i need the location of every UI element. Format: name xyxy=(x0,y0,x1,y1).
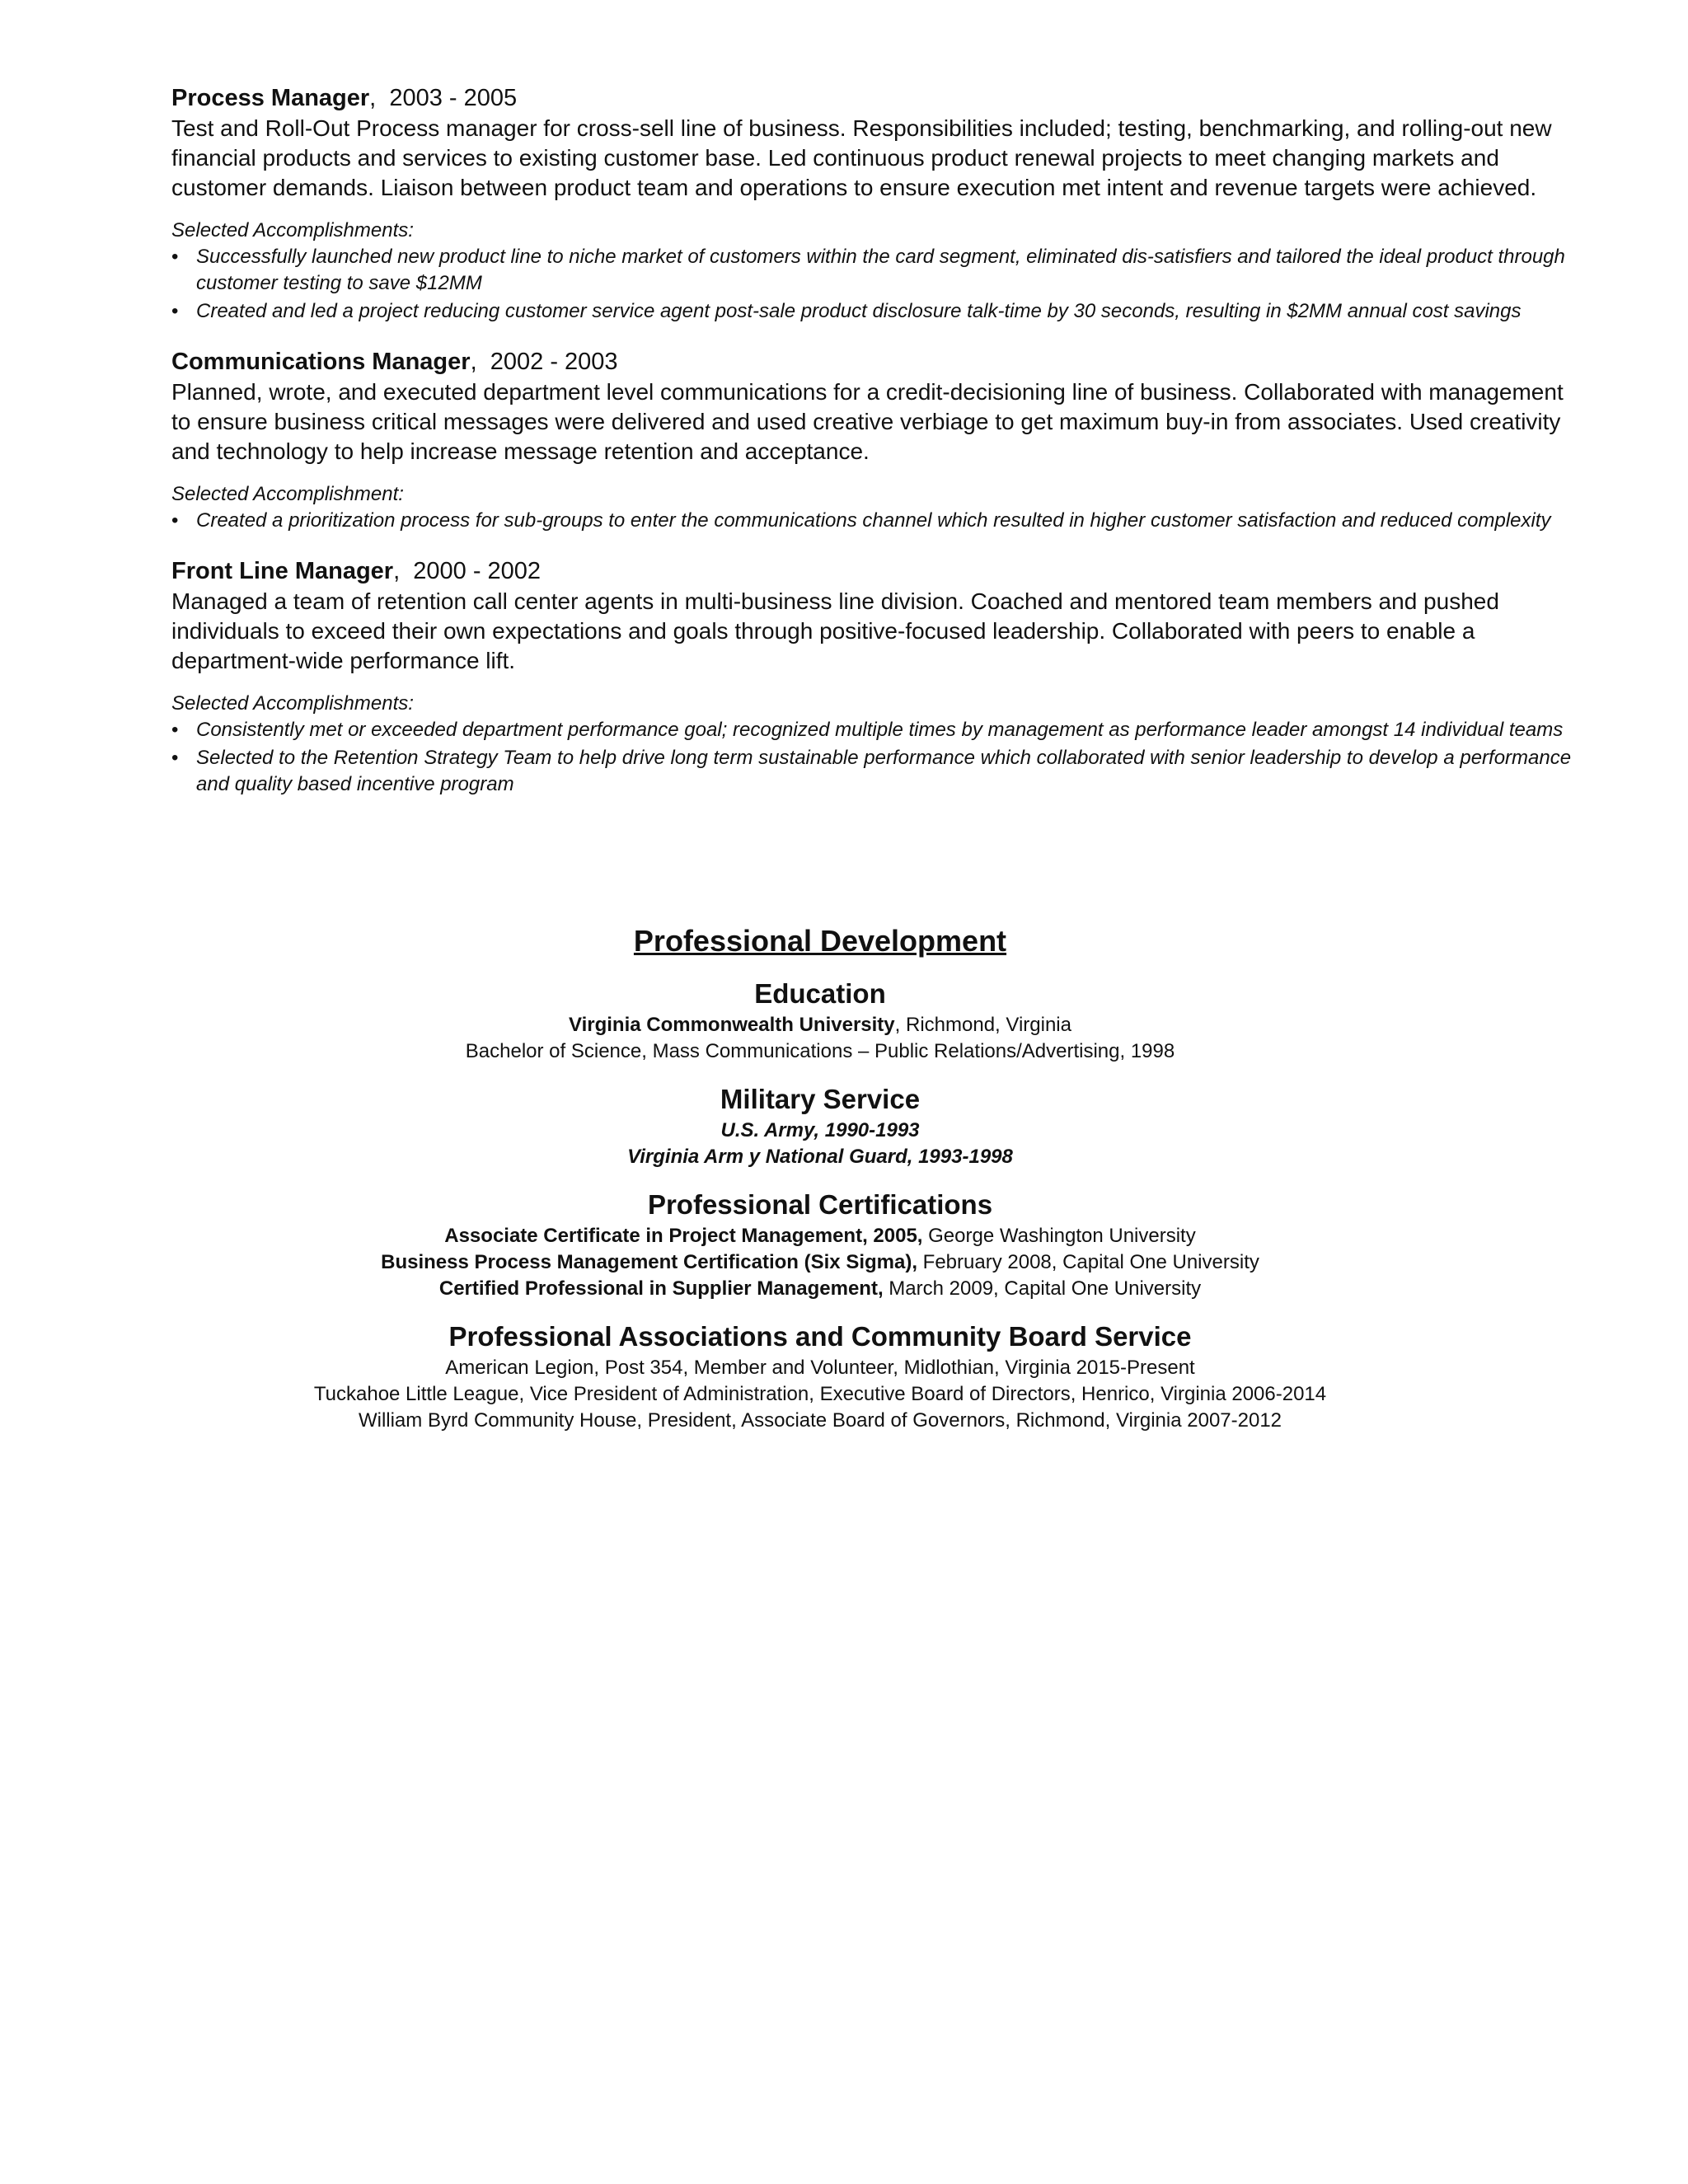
job-heading xyxy=(171,82,1573,114)
accomplishment-text: Created and led a project reducing customer service agent post-sale product disclosure talk-time by 30 seconds, resulting in $2MM annual cost savings xyxy=(196,300,1522,322)
certification-name: Business Process Management Certification (Six Sigma), xyxy=(381,1251,917,1273)
job-entry-process-manager xyxy=(171,82,1573,325)
bullet-icon: • xyxy=(171,747,179,769)
certification-entry xyxy=(0,1249,1640,1276)
certification-entry xyxy=(0,1223,1640,1249)
accomplishment-text: Successfully launched new product line to niche market of customers within the card segment, eliminated dis-satisfiers and tailored the ideal product through customer testing to save $12MM xyxy=(196,246,1565,294)
experience-section xyxy=(171,82,1573,819)
certifications-block xyxy=(0,1188,1640,1302)
professional-development-section xyxy=(0,921,1640,1452)
school-name: Virginia Commonwealth University xyxy=(569,1014,895,1036)
school-location: , Richmond, Virginia xyxy=(894,1014,1071,1036)
military-title: Military Service xyxy=(720,1084,921,1114)
job-description: Test and Roll-Out Process manager for cross-sell line of business. Responsibilities included; testing, benchmarking, and rolling-out new financial products and services to existing customer base. Led continuous product renewal projects to meet changing markets and customer demands. Liaison between product team and operations to ensure execution met intent and revenue targets were achieved. xyxy=(171,115,1552,200)
job-title: Process Manager xyxy=(171,85,370,111)
accomplishment-text: Consistently met or exceeded department performance goal; recognized multiple times by management as performance leader amongst 14 individual teams xyxy=(196,719,1564,741)
accomplishments-label: Selected Accomplishments: xyxy=(171,219,414,241)
list-item xyxy=(171,717,1573,743)
certification-name: Certified Professional in Supplier Management, xyxy=(438,1277,884,1300)
accomplishment-text: Selected to the Retention Strategy Team to help drive long term sustainable performance which collaborated with senior leadership to develop a performance and quality based incentive program xyxy=(196,747,1572,795)
bullet-icon: • xyxy=(171,719,179,741)
education-title: Education xyxy=(754,978,886,1009)
military-entry: U.S. Army, 1990-1993 xyxy=(720,1119,920,1141)
job-description: Planned, wrote, and executed department level communications for a credit-decisioning line of business. Collaborated with management to ensure business critical messages were delivered and used creative verbiage to get maximum buy-in from associates. Used creativity and technology to help increase message retention and acceptance. xyxy=(171,379,1564,464)
association-entry: Tuckahoe Little League, Vice President of Administration, Executive Board of Directors, Henrico, Virginia 2006-2014 xyxy=(313,1383,1327,1405)
job-separator: , xyxy=(393,558,401,584)
education-degree: Bachelor of Science, Mass Communications – Public Relations/Advertising, 1998 xyxy=(465,1040,1175,1062)
job-entry-communications-manager xyxy=(171,346,1573,534)
associations-block xyxy=(0,1320,1640,1434)
list-item xyxy=(171,508,1573,534)
military-block xyxy=(0,1083,1640,1170)
certification-name: Associate Certificate in Project Management, 2005, xyxy=(444,1225,923,1247)
association-entry: William Byrd Community House, President, Associate Board of Governors, Richmond, Virginia 2007-2012 xyxy=(358,1409,1282,1432)
certifications-title: Professional Certifications xyxy=(647,1189,993,1220)
job-separator: , xyxy=(369,85,377,111)
certification-entry xyxy=(0,1276,1640,1302)
job-dates: 2000 - 2002 xyxy=(413,558,542,584)
job-description: Managed a team of retention call center agents in multi-business line division. Coached and mentored team members and pushed individuals to exceed their own expectations and goals through positive-focused leadership. Collaborated with peers to enable a department-wide performance lift. xyxy=(171,588,1499,673)
job-title: Communications Manager xyxy=(171,349,471,375)
job-dates: 2003 - 2005 xyxy=(389,85,518,111)
job-separator: , xyxy=(470,349,477,375)
accomplishment-text: Created a prioritization process for sub-groups to enter the communications channel which resulted in higher customer satisfaction and reduced complexity xyxy=(196,509,1551,532)
job-dates: 2002 - 2003 xyxy=(490,349,618,375)
accomplishments-list xyxy=(171,244,1573,325)
job-heading xyxy=(171,346,1573,377)
association-entry: American Legion, Post 354, Member and Volunteer, Midlothian, Virginia 2015-Present xyxy=(445,1357,1195,1379)
bullet-icon: • xyxy=(171,509,179,532)
accomplishments-list xyxy=(171,717,1573,798)
bullet-icon: • xyxy=(171,300,179,322)
certification-detail: March 2009, Capital One University xyxy=(883,1277,1202,1300)
education-block xyxy=(0,977,1640,1065)
list-item xyxy=(171,745,1573,798)
bullet-icon: • xyxy=(171,246,179,268)
job-heading xyxy=(171,555,1573,587)
military-entry: Virginia Arm y National Guard, 1993-1998 xyxy=(627,1146,1013,1168)
section-title: Professional Development xyxy=(633,924,1007,958)
list-item xyxy=(171,298,1573,325)
education-school-line xyxy=(0,1012,1640,1038)
accomplishments-label: Selected Accomplishment: xyxy=(171,483,404,505)
certification-detail: George Washington University xyxy=(922,1225,1196,1247)
associations-title: Professional Associations and Community Board Service xyxy=(448,1321,1192,1352)
certification-detail: February 2008, Capital One University xyxy=(917,1251,1259,1273)
job-title: Front Line Manager xyxy=(171,558,394,584)
accomplishments-label: Selected Accomplishments: xyxy=(171,692,414,715)
accomplishments-list xyxy=(171,508,1573,534)
job-entry-front-line-manager xyxy=(171,555,1573,798)
list-item xyxy=(171,244,1573,297)
